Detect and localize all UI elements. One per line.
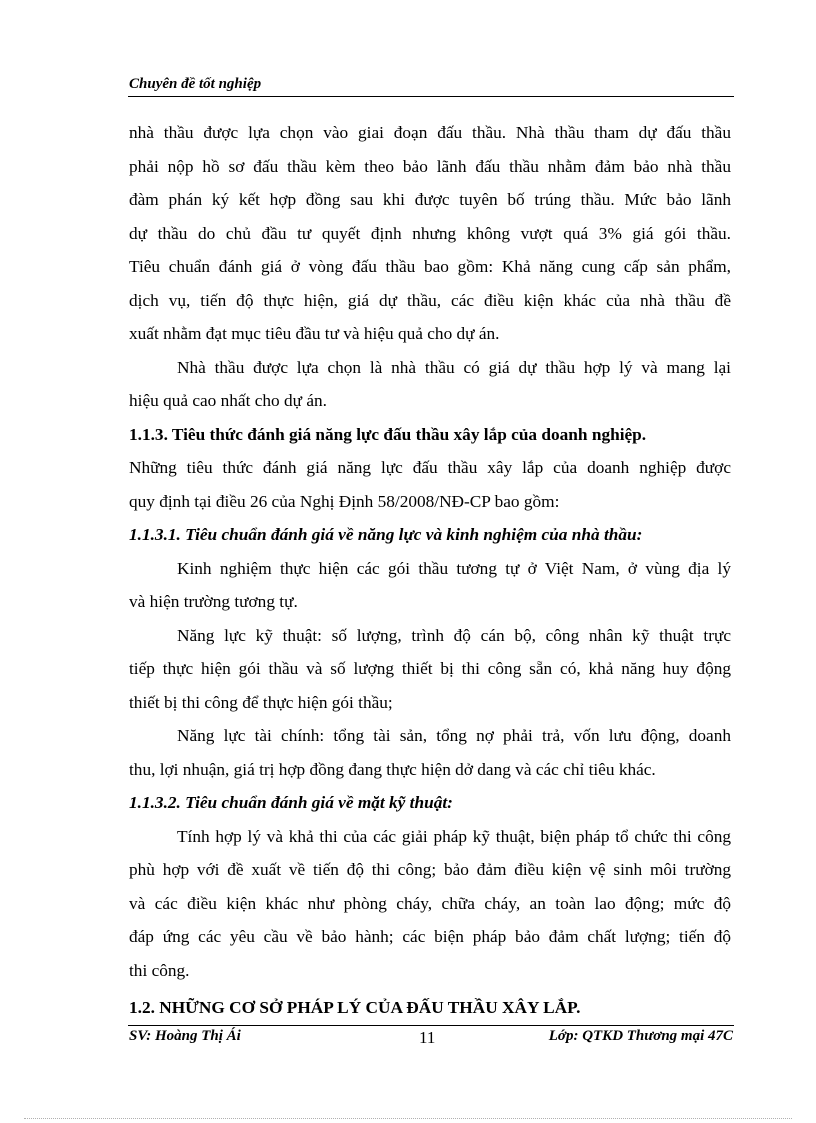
header-rule [128, 96, 734, 97]
text-line: Kinh nghiệm thực hiện các gói thầu tương tự ở Việt Nam, ở vùng địa lý [177, 558, 731, 578]
text-line: và các điều kiện khác như phòng cháy, chữa cháy, an toàn lao động; mức độ [129, 893, 731, 913]
text-line: hiệu quả cao nhất cho dự án. [129, 391, 327, 410]
page-break-divider [24, 1118, 792, 1119]
text-line: quy định tại điều 26 của Nghị Định 58/2008/NĐ-CP bao gồm: [129, 491, 560, 511]
text-line: phải nộp hồ sơ đấu thầu kèm theo bảo lãnh đấu thầu nhằm đảm bảo nhà thầu [129, 156, 731, 176]
text-line: tiếp thực hiện gói thầu và số lượng thiết bị thi công sẵn có, khả năng huy động [129, 659, 731, 678]
text-line: Tính hợp lý và khả thi của các giải pháp kỹ thuật, biện pháp tổ chức thi công [177, 826, 731, 846]
header-title: Chuyên đề tốt nghiệp [129, 76, 262, 92]
text-line: Năng lực kỹ thuật: số lượng, trình độ cán bộ, công nhân kỹ thuật trực [177, 625, 731, 645]
text-line: Những tiêu thức đánh giá năng lực đấu thầu xây lắp của doanh nghiệp được [129, 458, 731, 477]
text-line: Tiêu chuẩn đánh giá ở vòng đấu thầu bao gồm: Khả năng cung cấp sản phẩm, [129, 257, 731, 276]
text-line: đàm phán ký kết hợp đồng sau khi được tuyên bố trúng thầu. Mức bảo lãnh [129, 190, 731, 209]
text-line: Nhà thầu được lựa chọn là nhà thầu có giá dự thầu hợp lý và mang lại [177, 357, 731, 377]
document-body [129, 116, 731, 1025]
footer-rule [128, 1025, 734, 1026]
text-line: thiết bị thi công để thực hiện gói thầu; [129, 692, 393, 712]
page-number: 11 [419, 1028, 436, 1047]
footer-class: Lớp: QTKD Thương mại 47C [548, 1028, 733, 1044]
section-heading-1-1-3: 1.1.3. Tiêu thức đánh giá năng lực đấu thầu xây lắp của doanh nghiệp. [129, 424, 647, 444]
footer-student: SV: Hoàng Thị Ái [129, 1028, 241, 1044]
section-heading-1-1-3-1: 1.1.3.1. Tiêu chuẩn đánh giá về năng lực và kinh nghiệm của nhà thầu: [129, 525, 643, 544]
text-line: và hiện trường tương tự. [129, 592, 298, 611]
text-line: phù hợp với đề xuất về tiến độ thi công; bảo đảm điều kiện vệ sinh môi trường [129, 860, 731, 879]
section-heading-1-1-3-2: 1.1.3.2. Tiêu chuẩn đánh giá về mặt kỹ thuật: [129, 793, 453, 812]
text-line: thu, lợi nhuận, giá trị hợp đồng đang thực hiện dở dang và các chỉ tiêu khác. [129, 759, 656, 779]
text-line: xuất nhằm đạt mục tiêu đầu tư và hiệu quả cho dự án. [129, 324, 500, 343]
text-line: nhà thầu được lựa chọn vào giai đoạn đấu thầu. Nhà thầu tham dự đấu thầu [129, 123, 731, 142]
text-line: thi công. [129, 960, 190, 980]
section-heading-1-2: 1.2. NHỮNG CƠ SỞ PHÁP LÝ CỦA ĐẤU THẦU XÂY LẮP. [129, 998, 581, 1017]
text-line: đáp ứng các yêu cầu về bảo hành; các biện pháp bảo đảm chất lượng; tiến độ [129, 927, 731, 946]
text-line: dự thầu do chủ đầu tư quyết định nhưng không vượt quá 3% giá gói thầu. [129, 223, 731, 243]
text-line: dịch vụ, tiến độ thực hiện, giá dự thầu, các điều kiện khác của nhà thầu đề [129, 290, 731, 310]
text-line: Năng lực tài chính: tổng tài sản, tổng nợ phải trả, vốn lưu động, doanh [177, 726, 731, 745]
